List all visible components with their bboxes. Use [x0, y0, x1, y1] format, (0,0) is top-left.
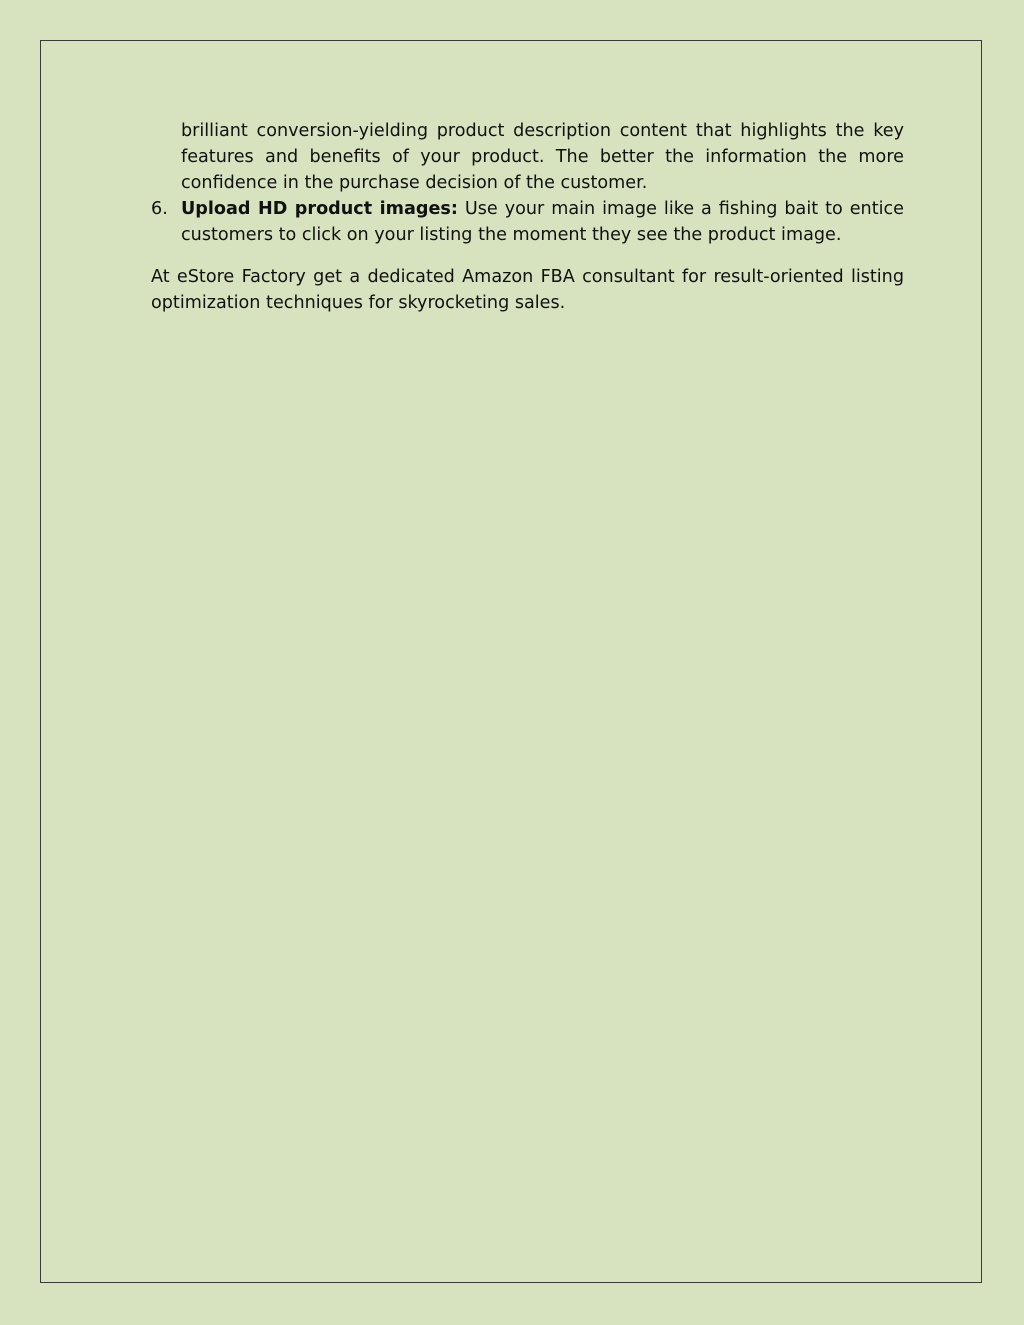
list-item-number: 6. [151, 199, 168, 219]
list-item-text: Use your main image like a fishing bait to entice customers to click on your listing the moment they see the product image. [181, 199, 904, 245]
continued-paragraph: brilliant conversion-yielding product description content that highlights the key features and benefits of your product. The better the information the more confidence in the purchase decision of the customer. [181, 121, 904, 193]
document-body [151, 118, 904, 316]
closing-paragraph: At eStore Factory get a dedicated Amazon FBA consultant for result-oriented listing optimization techniques for skyrocketing sales. [151, 267, 904, 313]
list-item-6 [151, 196, 904, 248]
list-item-body [181, 196, 904, 248]
list-item-heading: Upload HD product images: [181, 199, 458, 219]
